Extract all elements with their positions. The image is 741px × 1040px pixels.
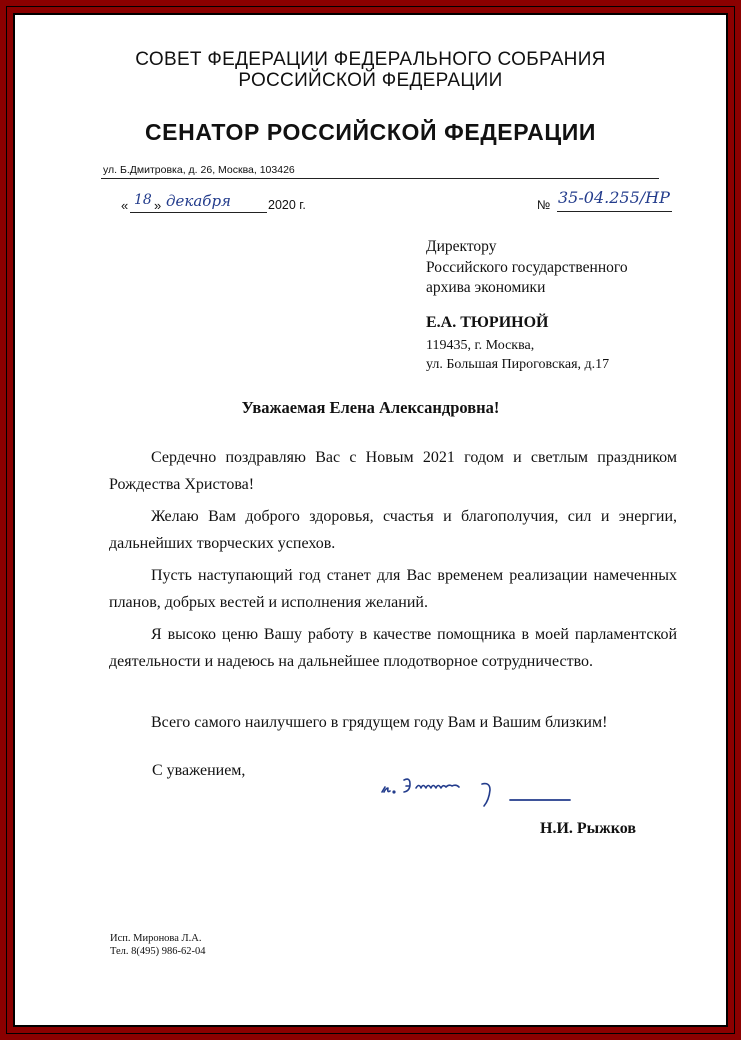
paragraph-text: Желаю Вам доброго здоровья, счастья и благополучия, сил и энергии, дальнейших творческих успехов. [109,508,677,552]
number-underline [557,211,672,212]
recipient-block [426,237,628,299]
letter-paragraph-4 [109,621,677,675]
letter-number [537,188,707,216]
letter-closing: С уважением, [152,762,246,779]
recipient-address [426,336,609,374]
recipient-organization-line: Российского государственного [426,258,628,276]
paragraph-text: Пусть наступающий год станет для Вас временем реализации намеченных планов, добрых вестей и исполнения желаний. [109,567,677,611]
letter-paragraph-2 [109,503,677,557]
letter-paragraph-1 [109,444,677,498]
letter-date [121,192,321,218]
date-close-quote: » [154,198,162,213]
letter-paragraph-5 [109,709,677,736]
phone-line: Тел. 8(495) 986-62-04 [110,946,206,957]
letter-paragraph-3 [109,562,677,616]
date-month-handwritten: декабря [166,192,231,210]
recipient-address-line-1: 119435, г. Москва, [426,338,535,353]
date-year: 2020 г. [268,198,306,212]
letter-greeting: Уважаемая Елена Александровна! [241,398,500,417]
paragraph-text: Всего самого наилучшего в грядущем году Вам и Вашим близким! [151,714,608,731]
paragraph-text: Я высоко ценю Вашу работу в качестве помощника в моей парламентской деятельности и надеюсь на дальнейшее плодотворное сотрудничество. [109,626,677,670]
date-underline [130,212,267,213]
date-day-handwritten: 18 [134,192,152,208]
recipient-organization-line-2: архива экономики [426,279,546,296]
recipient-name: Е.А. ТЮРИНОЙ [426,314,549,331]
organization-line-1: СОВЕТ ФЕДЕРАЦИИ ФЕДЕРАЛЬНОГО СОБРАНИЯ [135,49,606,70]
letterhead-title: СЕНАТОР РОССИЙСКОЙ ФЕДЕРАЦИИ [144,119,597,145]
recipient-position-line: Директору [426,238,497,255]
executor-line: Исп. Миронова Л.А. [110,933,202,944]
date-open-quote: « [121,198,129,213]
signer-name: Н.И. Рыжков [540,820,637,837]
organization-line-2: РОССИЙСКОЙ ФЕДЕРАЦИИ [238,70,503,91]
recipient-address-line-2: ул. Большая Пироговская, д.17 [426,357,610,372]
number-label: № [537,198,551,212]
handwritten-signature [378,770,578,820]
letterhead-divider [101,178,659,179]
letterhead-address: ул. Б.Дмитровка, д. 26, Москва, 103426 [103,164,295,176]
number-value-handwritten: 35-04.255/НР [558,188,670,207]
paragraph-text: Сердечно поздравляю Вас с Новым 2021 годом и светлым праздником Рождества Христова! [109,449,677,493]
